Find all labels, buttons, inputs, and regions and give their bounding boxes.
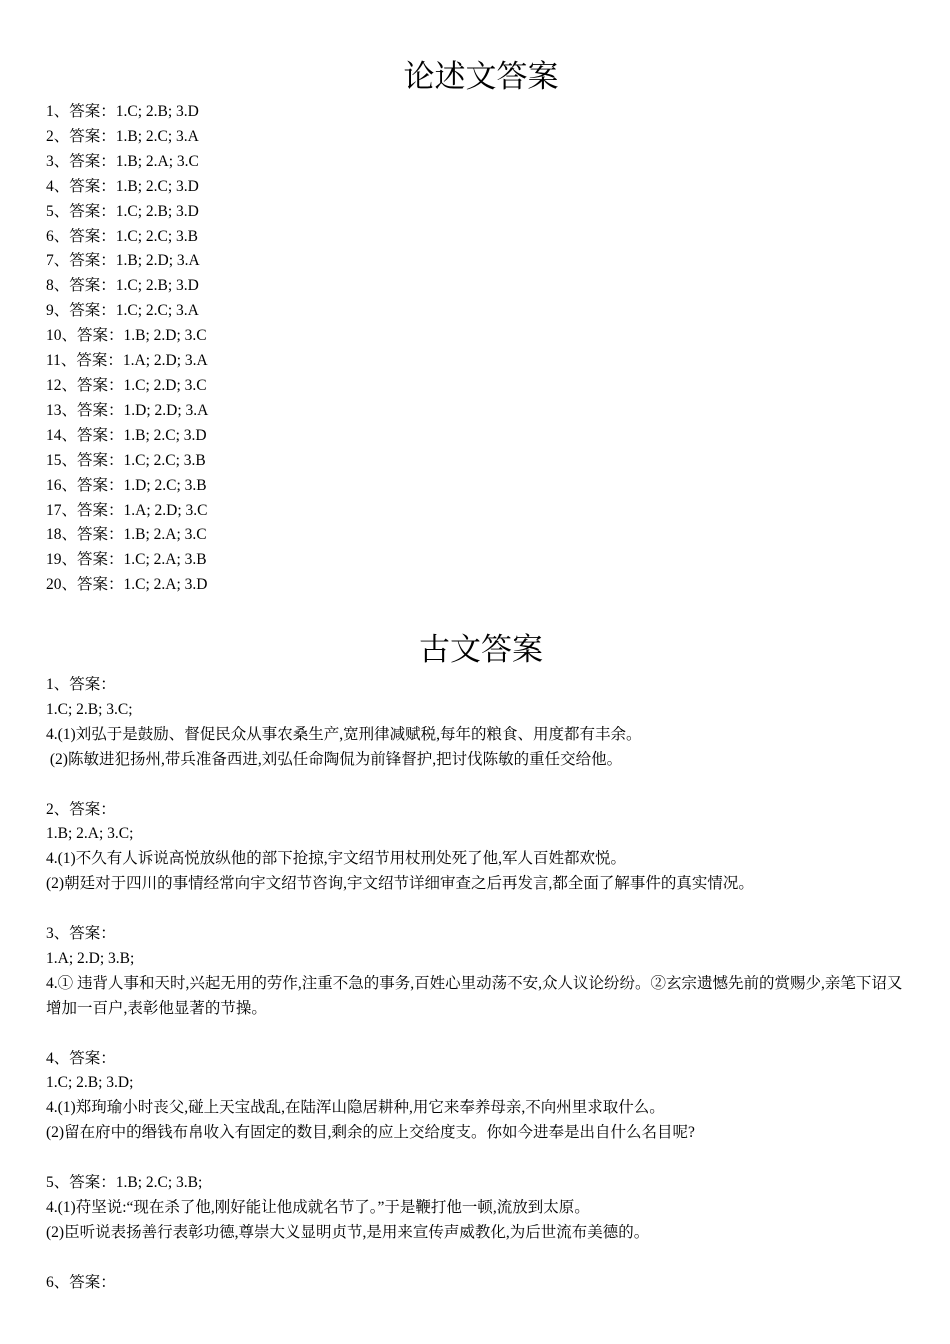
answer-line: 15、答案：1.C; 2.C; 3.B [46, 451, 206, 469]
translation-line: 4.(1)苻坚说:“现在杀了他,刚好能让他成就名节了。”于是鞭打他一顿,流放到太原。 [46, 1198, 590, 1216]
choice-answers: 1.B; 2.A; 3.C; [46, 825, 134, 843]
answer-line: 14、答案：1.B; 2.C; 3.D [46, 426, 207, 444]
translation-line: 4.(1)不久有人诉说高悦放纵他的部下抢掠,宇文绍节用杖刑处死了他,军人百姓都欢悦。 [46, 850, 626, 868]
blank-line [46, 1146, 916, 1171]
translation-line: 4.(1)刘弘于是鼓励、督促民众从事农桑生产,宽刑律减赋税,每年的粮食、用度都有丰余。 [46, 725, 642, 743]
blank-line [46, 1246, 916, 1271]
answer-line: 8、答案：1.C; 2.B; 3.D [46, 277, 199, 295]
answer-line: 1、答案：1.C; 2.B; 3.D [46, 103, 199, 120]
choice-answers: 1.C; 2.B; 3.C; [46, 700, 133, 718]
classical-answer-list [46, 673, 916, 1296]
choice-answers: 1.A; 2.D; 3.B; [46, 949, 135, 967]
answer-line: 4、答案：1.B; 2.C; 3.D [46, 177, 199, 195]
blank-line [46, 897, 916, 922]
answer-line: 17、答案：1.A; 2.D; 3.C [46, 501, 208, 519]
answer-line: 2、答案：1.B; 2.C; 3.A [46, 127, 199, 145]
question-label: 5、答案：1.B; 2.C; 3.B; [46, 1174, 203, 1192]
answer-line: 19、答案：1.C; 2.A; 3.B [46, 551, 207, 569]
translation-line: 4.(1)郑珣瑜小时丧父,碰上天宝战乱,在陆浑山隐居耕种,用它来奉养母亲,不向州里求取什么。 [46, 1099, 665, 1117]
answer-line: 9、答案：1.C; 2.C; 3.A [46, 302, 199, 320]
question-label: 3、答案： [46, 925, 116, 943]
question-label: 1、答案： [46, 676, 116, 693]
answer-line: 11、答案：1.A; 2.D; 3.A [46, 352, 208, 370]
blank-line [46, 1022, 916, 1047]
question-label: 2、答案： [46, 800, 116, 818]
section-classical-answers [46, 630, 916, 1296]
answer-line: 10、答案：1.B; 2.D; 3.C [46, 327, 207, 345]
choice-answers: 1.C; 2.B; 3.D; [46, 1074, 134, 1092]
section-title: 古文答案 [419, 632, 543, 667]
answer-line: 7、答案：1.B; 2.D; 3.A [46, 252, 200, 270]
translation-line: (2)臣听说表扬善行表彰功德,尊崇大义显明贞节,是用来宣传声威教化,为后世流布美德的。 [46, 1223, 650, 1241]
answer-line: 13、答案：1.D; 2.D; 3.A [46, 401, 209, 419]
blank-line [46, 773, 916, 798]
answer-line: 20、答案：1.C; 2.A; 3.D [46, 576, 208, 594]
section-argumentative-answers [46, 57, 916, 598]
translation-line: 4.① 违背人事和天时,兴起无用的劳作,注重不急的事务,百姓心里动荡不安,众人议论纷纷。②玄宗遗憾先前的赏赐少,亲笔下诏又增加一百户,表彰他显著的节操。 [46, 974, 903, 1017]
section-title: 论述文答案 [403, 59, 559, 94]
answer-line: 5、答案：1.C; 2.B; 3.D [46, 202, 199, 220]
translation-line: (2)朝廷对于四川的事情经常向宇文绍节咨询,宇文绍节详细审查之后再发言,都全面了解事件的真实情况。 [46, 875, 754, 893]
question-label: 4、答案： [46, 1049, 116, 1067]
answer-line: 3、答案：1.B; 2.A; 3.C [46, 152, 199, 170]
answer-line: 16、答案：1.D; 2.C; 3.B [46, 476, 207, 494]
answer-line: 12、答案：1.C; 2.D; 3.C [46, 376, 207, 394]
question-label: 6、答案： [46, 1273, 116, 1291]
translation-line: (2)留在府中的缗钱布帛收入有固定的数目,剩余的应上交给度支。你如今进奉是出自什么名目呢? [46, 1124, 695, 1142]
translation-line: (2)陈敏进犯扬州,带兵准备西进,刘弘任命陶侃为前锋督护,把讨伐陈敏的重任交给他。 [46, 750, 623, 768]
answer-line: 6、答案：1.C; 2.C; 3.B [46, 227, 199, 245]
answer-line: 18、答案：1.B; 2.A; 3.C [46, 526, 207, 544]
answer-list [46, 100, 916, 598]
